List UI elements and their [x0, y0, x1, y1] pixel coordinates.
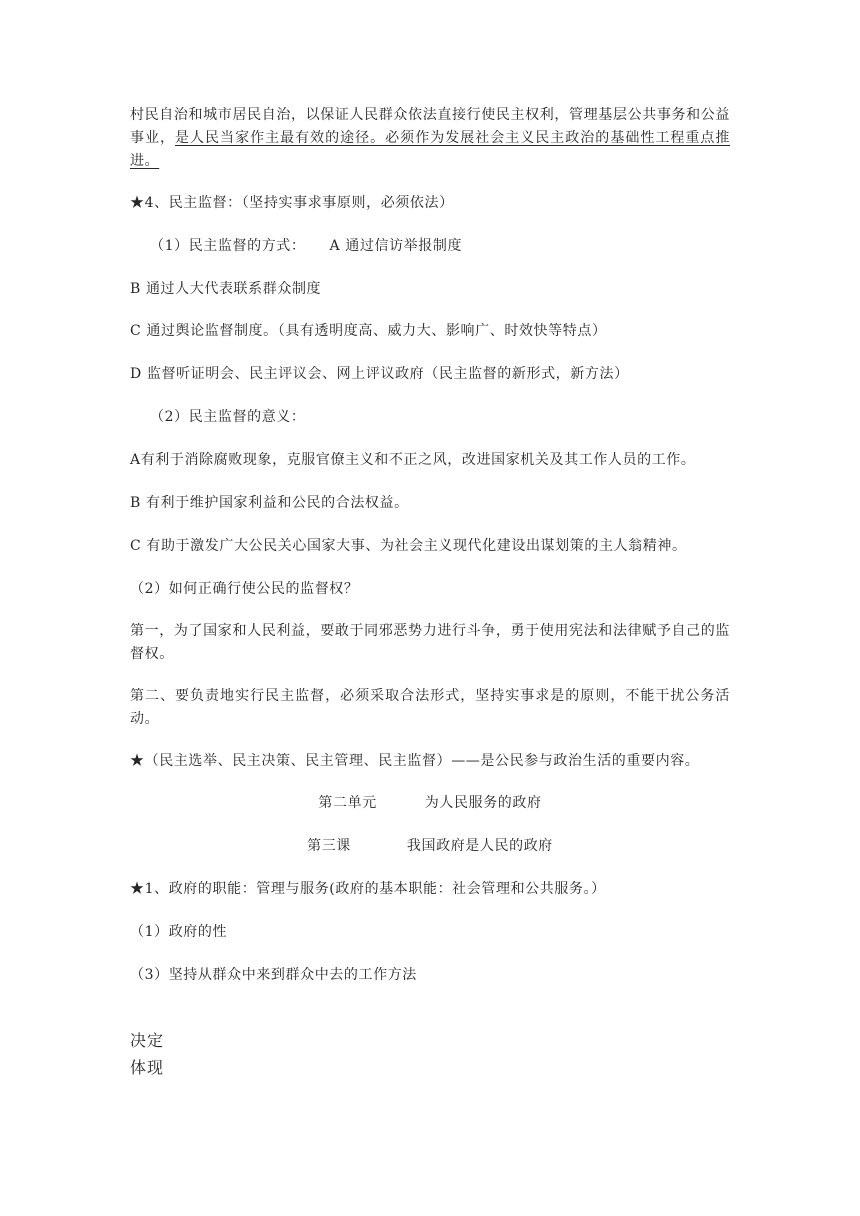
underlined-conclusion: 是人民当家作主最有效的途径。必须作为发展社会主义民主政治的基础性工程重点推进。: [130, 130, 730, 169]
method-item-b: B 通过人大代表联系群众制度: [130, 281, 322, 297]
word-decide: 决定: [130, 1031, 165, 1050]
work-method: （3）坚持从群众中来到群众中去的工作方法: [130, 967, 417, 983]
supervision-methods-label: （1）民主监督的方式：: [150, 238, 306, 254]
supervision-meaning-heading: （2）民主监督的意义：: [150, 409, 306, 425]
supervision-methods-line: [150, 235, 750, 258]
paragraph-self-governance-text: 村民自治和城市居民自治，以保证人民群众依法直接行使民主权利，管理基层公共事务和公益事业，: [130, 107, 730, 146]
meaning-item-c: C 有助于激发广大公民关心国家大事、为社会主义现代化建设出谋划策的主人翁精神。: [130, 538, 687, 554]
lesson-title: 我国政府是人民的政府: [406, 838, 553, 854]
method-item-d: D 监督听证明会、民主评议会、网上评议政府（民主监督的新形式，新方法）: [130, 366, 629, 382]
method-item-c: C 通过舆论监督制度。（具有透明度高、威力大、影响广、时效快等特点）: [130, 323, 607, 339]
meaning-item-b: B 有利于维护国家利益和公民的合法权益。: [130, 495, 409, 511]
word-embody: 体现: [130, 1058, 165, 1077]
heading-government-functions: ★1、政府的职能：管理与服务(政府的基本职能：社会管理和公共服务。）: [130, 881, 606, 897]
unit-number: 第二单元: [318, 795, 377, 811]
summary-line: ★（民主选举、民主决策、民主管理、民主监督）——是公民参与政治生活的重要内容。: [130, 753, 700, 769]
lesson-number: 第三课: [307, 838, 351, 854]
unit-title: 为人民服务的政府: [424, 795, 542, 811]
method-item-a: A 通过信访举报制度: [329, 238, 463, 254]
lesson-heading: [0, 835, 860, 858]
meaning-item-a: A有利于消除腐败现象，克服官僚主义和不正之风，改进国家机关及其工作人员的工作。: [130, 452, 696, 468]
question-supervision-right: （2）如何正确行使公民的监督权？: [130, 581, 359, 597]
answer-second: 第二、要负责地实行民主监督，必须采取合法形式，坚持实事求是的原则，不能干扰公务活动。: [130, 688, 730, 727]
paragraph-self-governance: [130, 104, 730, 173]
heading-democratic-supervision: ★4、民主监督：（坚持实事求事原则，必须依法）: [130, 195, 454, 211]
government-nature: （1）政府的性: [130, 924, 228, 940]
answer-first: 第一，为了国家和人民利益，要敢于同邪恶势力进行斗争，勇于使用宪法和法律赋予自己的监督权。: [130, 623, 730, 662]
unit-heading: [0, 792, 860, 815]
